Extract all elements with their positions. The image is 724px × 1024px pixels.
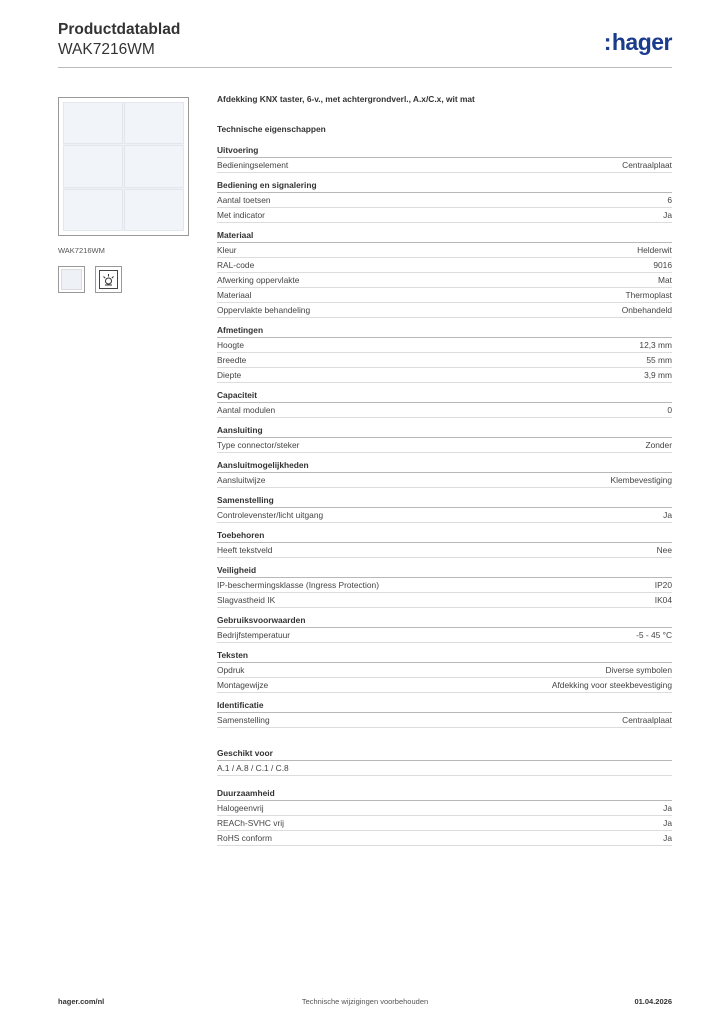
- spec-label: Controlevenster/licht uitgang: [217, 510, 324, 520]
- document-title: Productdatablad: [58, 21, 181, 38]
- page-header: [58, 20, 672, 60]
- spec-row: [217, 816, 672, 831]
- spec-label: Aantal toetsen: [217, 195, 271, 205]
- group-title: Capaciteit: [217, 388, 672, 403]
- spec-row: [217, 473, 672, 488]
- group-title: Toebehoren: [217, 528, 672, 543]
- group-title: Identificatie: [217, 698, 672, 713]
- light-symbol-icon: [99, 270, 118, 289]
- spec-value: Ja: [663, 803, 672, 813]
- spec-groups: [217, 143, 672, 728]
- spec-group-geschikt: [217, 746, 672, 776]
- spec-row: [217, 338, 672, 353]
- spec-group: [217, 698, 672, 728]
- spec-label: Breedte: [217, 355, 247, 365]
- spec-row: [217, 273, 672, 288]
- spec-value: Onbehandeld: [621, 305, 672, 315]
- spec-value: Helderwit: [637, 245, 672, 255]
- spec-label: Samenstelling: [217, 715, 270, 725]
- spec-value: 55 mm: [646, 355, 672, 365]
- spec-row: [217, 243, 672, 258]
- article-number: WAK7216WM: [58, 41, 155, 58]
- spec-value: Ja: [663, 510, 672, 520]
- spec-row: [217, 713, 672, 728]
- spec-row: [217, 508, 672, 523]
- group-title: Aansluitmogelijkheden: [217, 458, 672, 473]
- spec-group: [217, 388, 672, 418]
- spec-group: [217, 648, 672, 693]
- spec-row: [217, 288, 672, 303]
- spec-label: Hoogte: [217, 340, 245, 350]
- spec-label: Halogeenvrij: [217, 803, 264, 813]
- spec-value: Klembevestiging: [610, 475, 672, 485]
- spec-value: -5 - 45 °C: [636, 630, 672, 640]
- spec-row: [217, 593, 672, 608]
- spec-value: 3,9 mm: [644, 370, 672, 380]
- group-title: Teksten: [217, 648, 672, 663]
- spec-value: Diverse symbolen: [605, 665, 672, 675]
- spec-value: Afdekking voor steekbevestiging: [551, 680, 672, 690]
- spec-label: RAL-code: [217, 260, 255, 270]
- spec-row: [217, 403, 672, 418]
- spec-value: Nee: [656, 545, 672, 555]
- spec-label: Materiaal: [217, 290, 252, 300]
- footer-date: 01.04.2026: [634, 997, 672, 1006]
- spec-value: Thermoplast: [625, 290, 672, 300]
- spec-group: [217, 143, 672, 173]
- spec-group: [217, 563, 672, 608]
- spec-label: Montagewijze: [217, 680, 269, 690]
- thumbnail-strip: [58, 266, 193, 293]
- product-description: Afdekking KNX taster, 6-v., met achtergrondverl., A.x/C.x, wit mat: [217, 94, 475, 104]
- section-title: Technische eigenschappen: [217, 124, 326, 134]
- spec-value: Ja: [663, 833, 672, 843]
- group-title: Aansluiting: [217, 423, 672, 438]
- spec-value: Ja: [663, 818, 672, 828]
- spec-label: RoHS conform: [217, 833, 272, 843]
- spec-group-duurzaamheid: [217, 786, 672, 846]
- header-divider: [58, 67, 672, 68]
- spec-row: [217, 578, 672, 593]
- spec-label: Heeft tekstveld: [217, 545, 273, 555]
- spec-row: [217, 761, 672, 776]
- group-title: Bediening en signalering: [217, 178, 672, 193]
- spec-value: IP20: [654, 580, 672, 590]
- spec-label: Opdruk: [217, 665, 245, 675]
- footer-website[interactable]: hager.com/nl: [58, 997, 105, 1006]
- spec-group: [217, 528, 672, 558]
- spec-value: Mat: [658, 275, 672, 285]
- spec-value: 12,3 mm: [639, 340, 672, 350]
- spec-row: [217, 193, 672, 208]
- spec-row: [217, 438, 672, 453]
- spec-label: Bedrijfstemperatuur: [217, 630, 291, 640]
- group-title: Materiaal: [217, 228, 672, 243]
- group-title: Duurzaamheid: [217, 786, 672, 801]
- spec-group: [217, 323, 672, 383]
- image-caption: WAK7216WM: [58, 246, 105, 255]
- spec-value: 0: [667, 405, 672, 415]
- spec-label: Type connector/steker: [217, 440, 300, 450]
- group-title: Geschikt voor: [217, 746, 672, 761]
- spec-row: [217, 801, 672, 816]
- group-title: Uitvoering: [217, 143, 672, 158]
- spec-label: Oppervlakte behandeling: [217, 305, 311, 315]
- group-title: Veiligheid: [217, 563, 672, 578]
- spec-value: 9016: [653, 260, 672, 270]
- logo-text: hager: [611, 29, 672, 55]
- spec-group: [217, 458, 672, 488]
- spec-value: 6: [667, 195, 672, 205]
- spec-label: REACh-SVHC vrij: [217, 818, 285, 828]
- spec-label: Aantal modulen: [217, 405, 276, 415]
- product-image-panel: [58, 97, 193, 293]
- spec-value: IK04: [654, 595, 672, 605]
- product-image[interactable]: [58, 97, 189, 236]
- group-title: Afmetingen: [217, 323, 672, 338]
- spec-value: Centraalplaat: [622, 715, 672, 725]
- spec-row: [217, 628, 672, 643]
- spec-label: Aansluitwijze: [217, 475, 266, 485]
- spec-row: [217, 208, 672, 223]
- spec-row: [217, 368, 672, 383]
- spec-row: [217, 831, 672, 846]
- group-title: Samenstelling: [217, 493, 672, 508]
- spec-label: Slagvastheid IK: [217, 595, 276, 605]
- spec-label: Diepte: [217, 370, 242, 380]
- spec-group: [217, 423, 672, 453]
- spec-row: [217, 543, 672, 558]
- spec-group: [217, 613, 672, 643]
- spec-row: [217, 303, 672, 318]
- spec-group: [217, 228, 672, 318]
- logo-prefix: :: [603, 29, 611, 55]
- spec-row: [217, 678, 672, 693]
- spec-label: Kleur: [217, 245, 237, 255]
- spec-value: Ja: [663, 210, 672, 220]
- spec-value: Zonder: [645, 440, 672, 450]
- spec-group: [217, 493, 672, 523]
- spec-value: Centraalplaat: [622, 160, 672, 170]
- spec-value: A.1 / A.8 / C.1 / C.8: [217, 763, 289, 773]
- spec-label: Met indicator: [217, 210, 265, 220]
- spec-label: Afwerking oppervlakte: [217, 275, 300, 285]
- thumbnail-product[interactable]: [58, 266, 85, 293]
- spec-label: IP-beschermingsklasse (Ingress Protection): [217, 580, 379, 590]
- group-title: Gebruiksvoorwaarden: [217, 613, 672, 628]
- spec-row: [217, 663, 672, 678]
- spec-row: [217, 258, 672, 273]
- spec-label: Bedieningselement: [217, 160, 289, 170]
- spec-row: [217, 353, 672, 368]
- hager-logo: [604, 29, 672, 56]
- spec-panel: [217, 94, 672, 846]
- footer-disclaimer: Technische wijzigingen voorbehouden: [301, 997, 429, 1006]
- thumbnail-symbol[interactable]: [95, 266, 122, 293]
- spec-row: [217, 158, 672, 173]
- spec-group: [217, 178, 672, 223]
